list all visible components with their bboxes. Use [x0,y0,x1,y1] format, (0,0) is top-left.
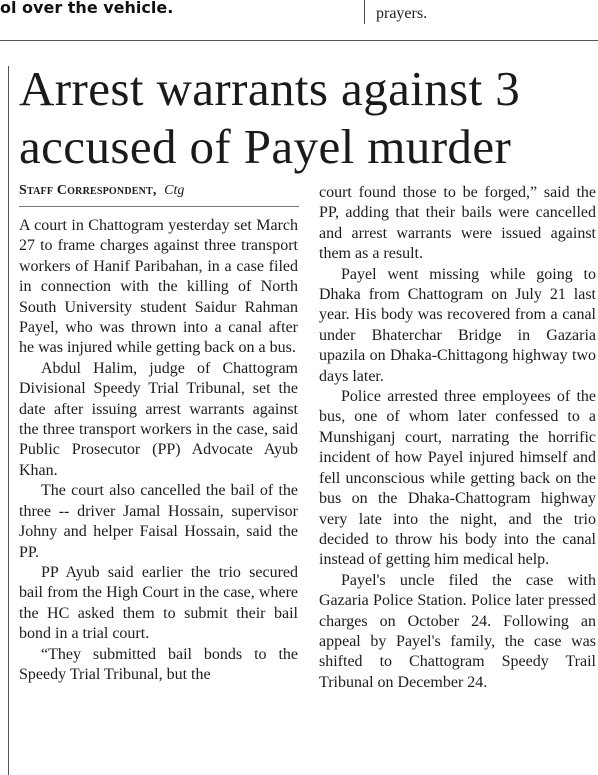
paragraph: The court also cancelled the bail of the three -- driver Jamal Hossain, supervisor Johny and helper Faisal Hossain, said the PP. [19,482,298,561]
section-rule-top [0,40,598,41]
article-headline: Arrest warrants against 3 accused of Payel murder [19,61,521,174]
section-rule-left [8,66,9,775]
column-divider-top [364,0,365,24]
article-column-1 [19,216,298,685]
paragraph: A court in Chattogram yesterday set March 27 to frame charges against three transport workers of Hanif Paribahan, in a case filed in connection with the killing of North South University student Saidur Rahman Payel, who was thrown into a canal after he was injured while getting back on a bus. [19,217,298,357]
previous-article-strip [0,0,598,30]
paragraph: Payel's uncle filed the case with Gazaria Police Station. Police later pressed charges on October 24. Following an appeal by Payel's family, the case was shifted to Chattogram Speedy Trail Tribunal on December 24. [319,571,596,691]
paragraph: “They submitted bail bonds to the Speedy Trial Tribunal, but the [19,645,298,683]
previous-article-text-right: prayers. [376,5,428,22]
paragraph: PP Ayub said earlier the trio secured bail from the High Court in the case, where the HC asked them to submit their bail bond in a trial court. [19,563,298,643]
paragraph: court found those to be forged,” said the PP, adding that their bails were cancelled and arrest warrants were issued against them as a result. [319,184,596,263]
paragraph: Abdul Halim, judge of Chattogram Divisional Speedy Trial Tribunal, set the date after issuing arrest warrants against the three transport workers in the case, said Public Prosecutor (PP) Advocate Ayub Khan. [19,359,298,479]
byline-rule [19,206,299,207]
byline-author: Staff Correspondent, [19,183,157,198]
paragraph: Police arrested three employees of the bus, one of whom later confessed to a Munshiganj court, narrating the horrific incident of how Payel injured himself and fell unconscious while getting back on the bus on the Dhaka-Chattogram highway very late into the night, and the trio decided to throw his body into the canal instead of getting him medical help. [319,388,596,569]
byline [19,183,184,199]
article-column-2 [319,183,596,693]
paragraph: Payel went missing while going to Dhaka from Chattogram on July 21 last year. His body was recovered from a canal under Bhaterchar Bridge in Gazaria upazila on Dhaka-Chittagong highway two days later. [319,265,596,385]
previous-article-text-left: ol over the vehicle. [0,0,174,17]
byline-location: Ctg [164,183,185,198]
